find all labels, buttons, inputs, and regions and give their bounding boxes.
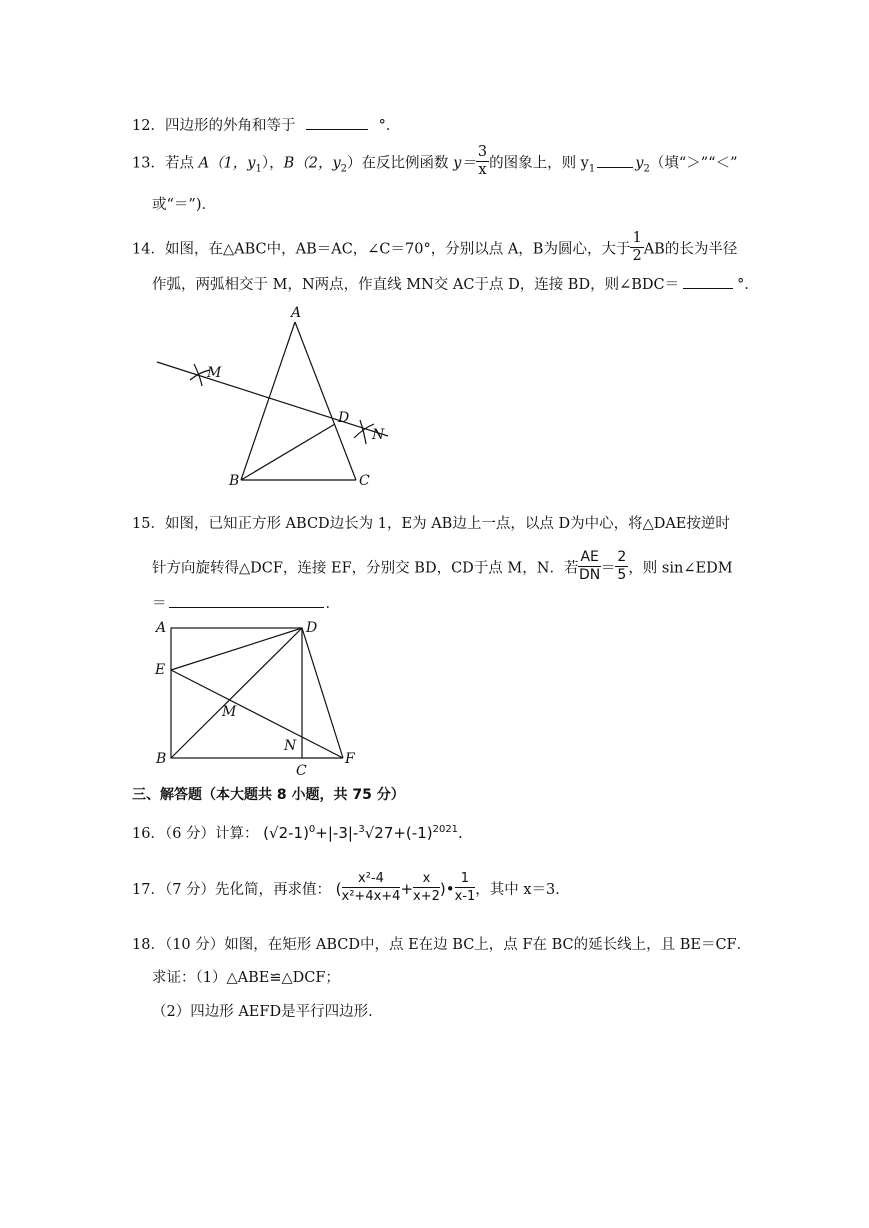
- q13-line2: 或“＝”)．: [152, 197, 216, 213]
- q12-degree: °．: [378, 118, 401, 134]
- question-12: [132, 114, 400, 135]
- q13-sub: 1: [588, 163, 596, 175]
- q15-text: 针方向旋转得△DCF，连接 EF，分别交 BD，CD于点 M，N．若: [152, 560, 579, 577]
- diagonal-bd: [171, 628, 302, 758]
- q16-text: 16．（6 分）计算：: [132, 826, 259, 842]
- q18-part-2: （2）四边形 AEFD是平行四边形．: [152, 1004, 383, 1020]
- q13-text: ），: [261, 155, 284, 172]
- segment-ed: [171, 628, 302, 670]
- line-mn: [157, 362, 388, 436]
- segment-ab: [241, 322, 295, 480]
- q13-point-a: A（1，y: [198, 155, 256, 172]
- question-15: 15．如图，已知正方形 ABCD边长为 1，E为 AB边上一点，以点 D为中心，将△DAE按逆时: [132, 516, 730, 532]
- q15-equals: ＝: [600, 560, 616, 577]
- q17-text: 17．（7 分）先化简，再求值：: [132, 882, 332, 898]
- label-m: M: [222, 704, 237, 720]
- q13-sub: 1: [255, 163, 262, 175]
- segment-bd: [241, 424, 335, 480]
- fraction-3: $\frac{1}{x-1}$: [454, 871, 476, 904]
- label-b: B: [229, 473, 240, 489]
- q18-part-1: 求证：（1）△ABE≌△DCF；: [152, 970, 340, 986]
- label-m: M: [207, 365, 222, 381]
- label-n: N: [372, 427, 385, 443]
- q13-text: （填“＞”“＜”: [649, 155, 738, 172]
- q14-text: 14．如图，在△ABC中，AB＝AC，∠C＝70°，分别以点 A，B为圆心，大于: [132, 241, 631, 258]
- q15-line3: [152, 592, 340, 613]
- q17-tail: ，其中 x＝3．: [475, 882, 570, 898]
- q14-line2: [152, 273, 759, 294]
- q15-figure: [150, 615, 370, 780]
- question-13: [132, 146, 738, 181]
- answer-blank: [597, 153, 633, 168]
- label-c: C: [296, 763, 307, 779]
- segment-ef: [171, 670, 343, 758]
- label-e: E: [155, 662, 166, 678]
- label-n: N: [284, 738, 297, 754]
- q16-expression: $(√2-1)^0+|-3|-^3√27+(-1)^{2021}$.: [263, 824, 463, 842]
- q17-expression: ( $\frac{\text{x²-4}}{\text{x²+4x+4}}$ + $\frac{x}{x+2}$ )• $\frac{1}{x-1}$: [335, 871, 476, 904]
- q13-point-b: B（2，y: [283, 155, 341, 172]
- question-18: 18．（10 分）如图，在矩形 ABCD中，点 E在边 BC上，点 F在 BC的延长线上，且 BE＝CF．: [132, 937, 752, 953]
- label-a: A: [156, 620, 167, 636]
- q15-period: ．: [325, 596, 340, 612]
- segment-df: [302, 628, 343, 758]
- q14-text: 作弧，两弧相交于 M，N两点，作直线 MN交 AC于点 D，连接 BD，则∠BDC＝: [152, 277, 680, 293]
- answer-blank: [306, 115, 368, 130]
- fraction-2-5: $\frac{2}{5}$: [617, 549, 627, 583]
- q13-text: ）在反比例函数: [347, 155, 454, 172]
- question-16: [132, 822, 463, 843]
- q13-sub: 2: [643, 163, 650, 175]
- segment-ac: [295, 322, 356, 480]
- label-d: D: [338, 410, 350, 426]
- question-17: [132, 872, 570, 907]
- fraction-half: $\frac{1}{2}$: [632, 230, 642, 264]
- label-c: C: [359, 473, 370, 489]
- q12-text: 12．四边形的外角和等于: [132, 118, 296, 134]
- answer-blank: [169, 593, 324, 608]
- label-d: D: [306, 620, 318, 636]
- label-a: A: [291, 305, 302, 321]
- q15-line2: [152, 551, 733, 586]
- label-f: F: [345, 751, 355, 767]
- fraction-1: $\frac{\text{x²-4}}{\text{x²+4x+4}}$: [341, 871, 401, 904]
- question-14: [132, 232, 737, 267]
- fraction-ae-dn: $\frac{AE}{DN}$: [579, 549, 601, 583]
- q13-y-equals: y＝: [453, 155, 476, 172]
- section-heading: 三、解答题（本大题共 8 小题，共 75 分）: [132, 787, 405, 803]
- fraction-2: $\frac{x}{x+2}$: [413, 871, 440, 904]
- q15-text: ，则 sin∠EDM: [628, 560, 733, 577]
- q14-text: AB的长为半径: [643, 241, 738, 258]
- q15-equals-sign: ＝: [152, 596, 167, 612]
- q13-sub: 2: [340, 163, 348, 175]
- q14-figure: [150, 300, 400, 495]
- label-b: B: [156, 751, 167, 767]
- q13-y2: y: [635, 155, 644, 172]
- answer-blank: [683, 274, 733, 289]
- q14-text: °．: [737, 277, 759, 293]
- q13-prefix: 13．若点: [132, 155, 199, 172]
- q13-text: 的图象上，则 y: [489, 155, 589, 172]
- fraction-3-over-x: $\frac{3}{x}$: [477, 144, 488, 178]
